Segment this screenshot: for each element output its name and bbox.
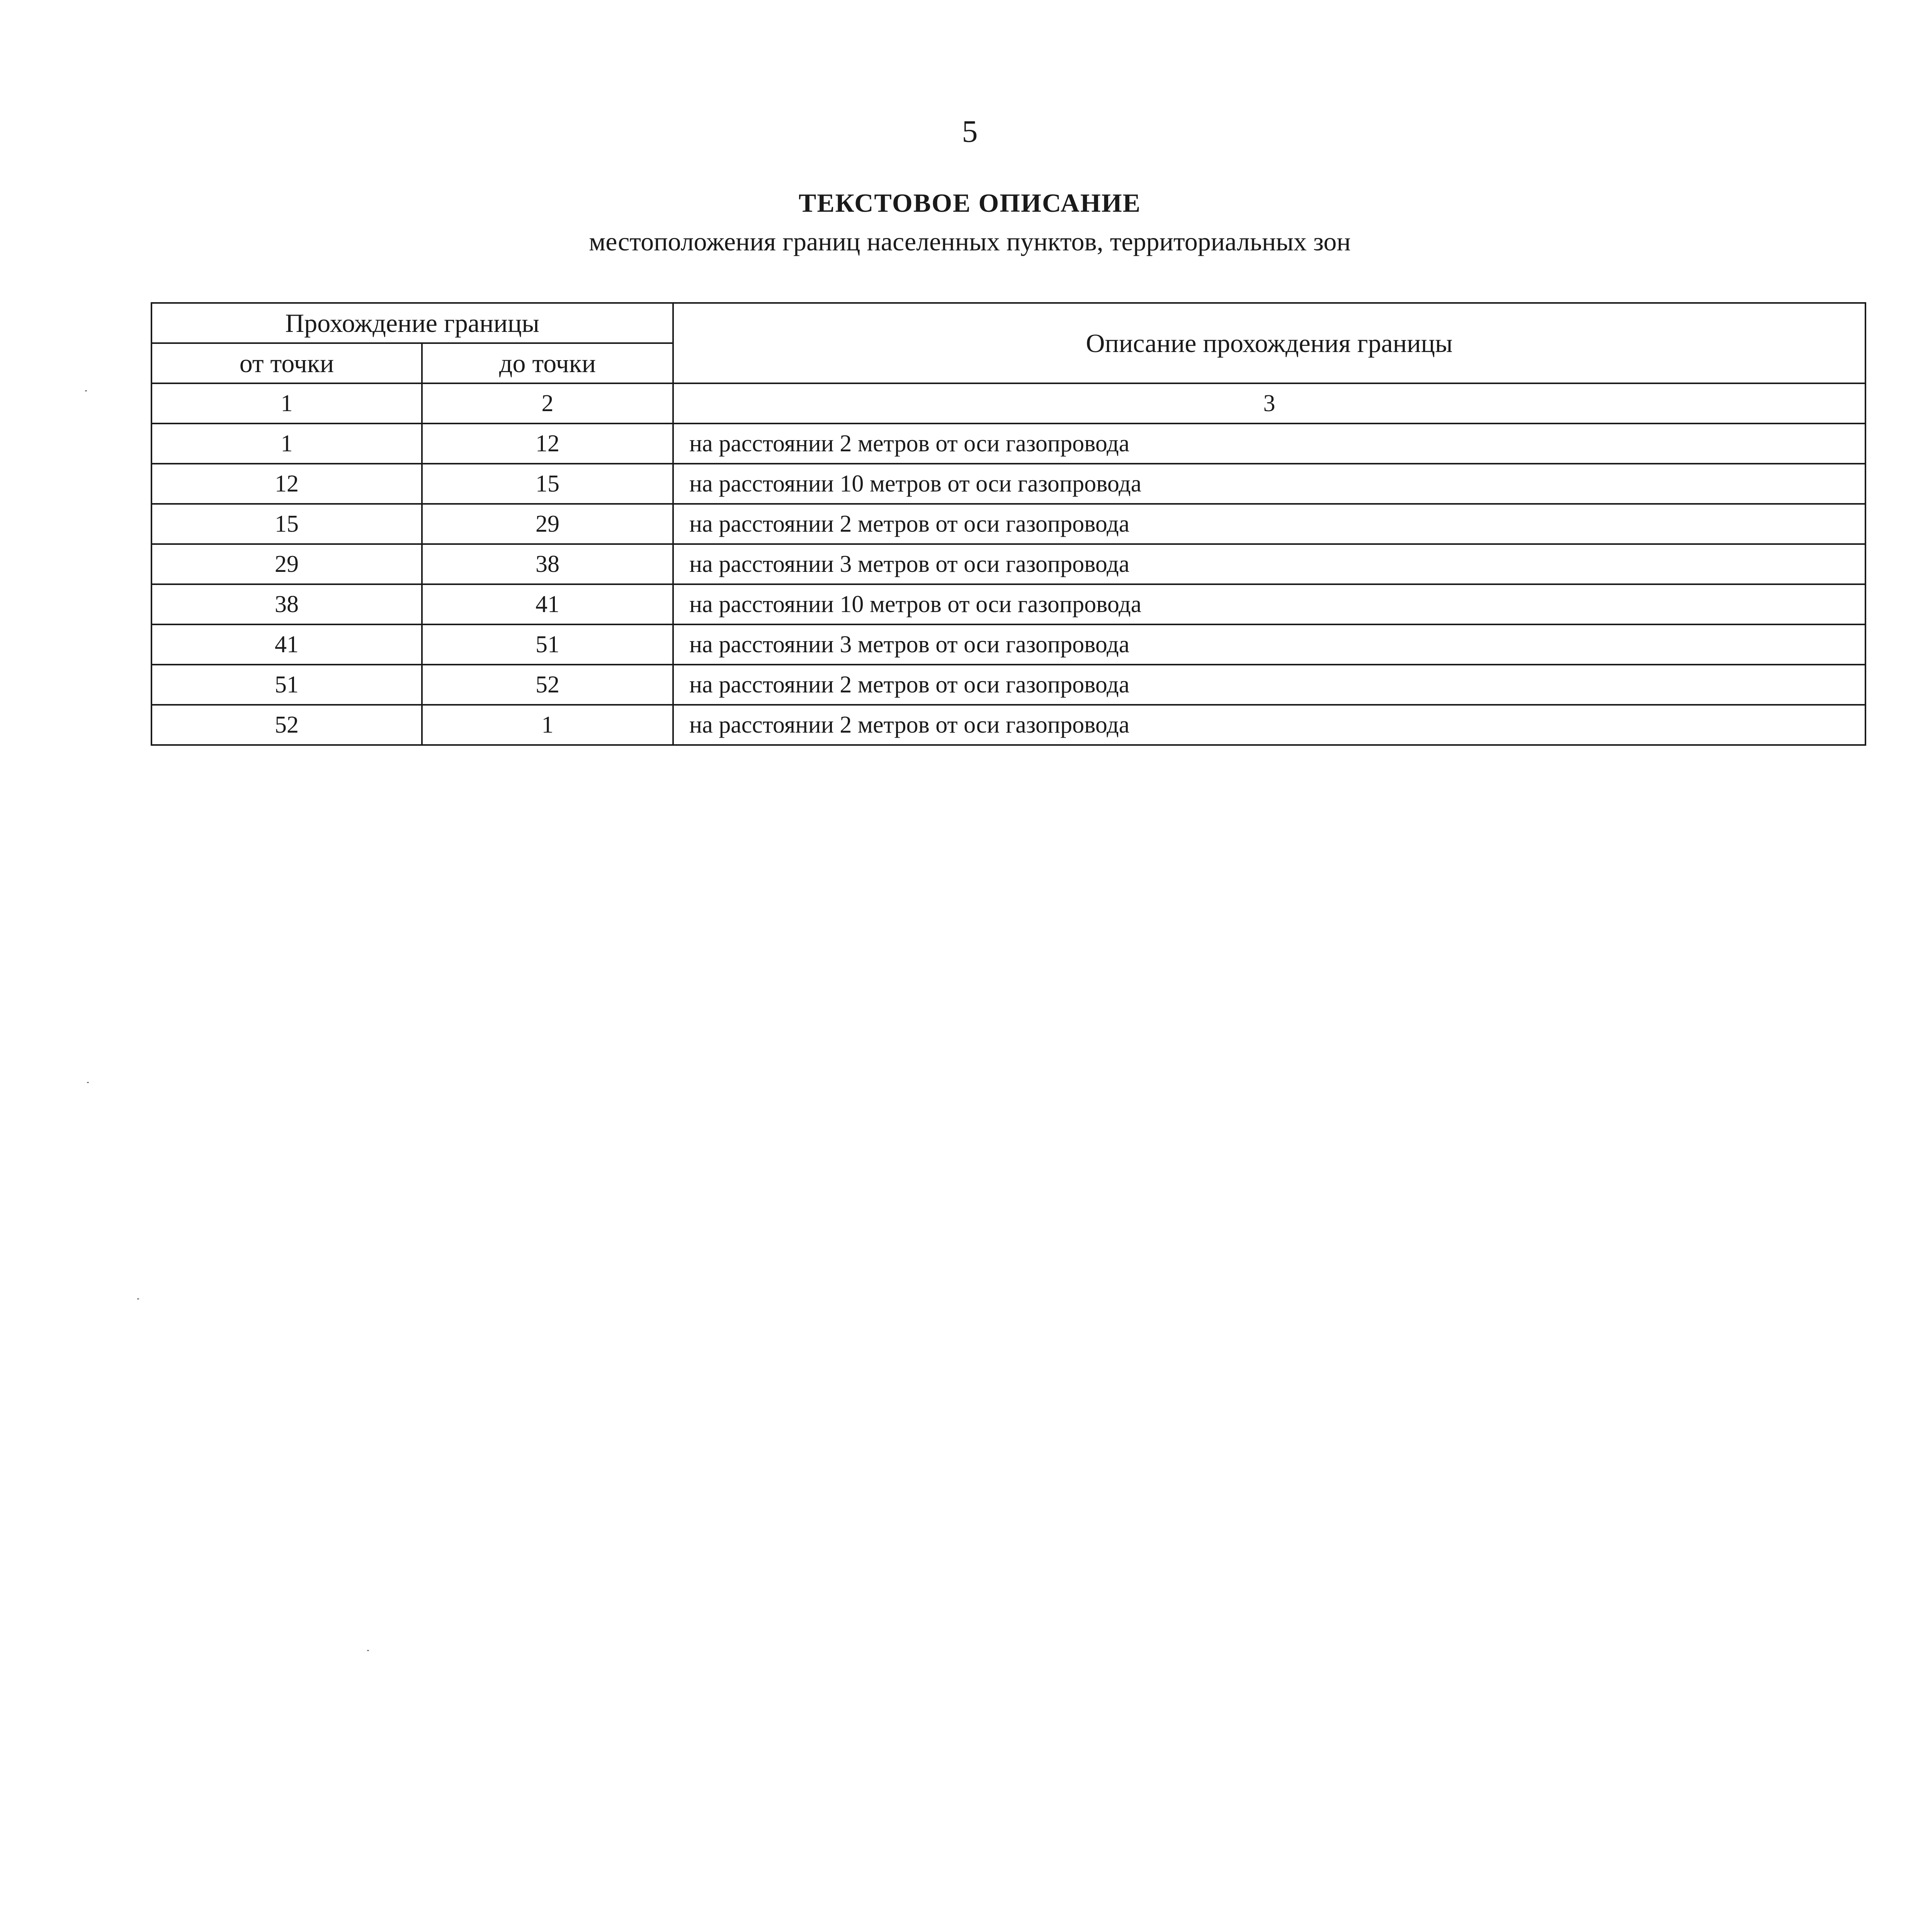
from-point-cell: 41 <box>151 624 422 665</box>
from-point-cell: 51 <box>151 665 422 705</box>
document-subtitle: местоположения границ населенных пунктов, территориальных зон <box>589 227 1351 256</box>
header-boundary-description: Описание прохождения границы <box>673 303 1865 383</box>
from-point-cell: 29 <box>151 544 422 584</box>
to-point-cell: 52 <box>422 665 673 705</box>
column-number: 2 <box>422 383 673 423</box>
to-point-cell: 38 <box>422 544 673 584</box>
description-cell: на расстоянии 2 метров от оси газопровода <box>673 665 1865 705</box>
scan-speck <box>85 390 87 391</box>
document-title: ТЕКСТОВОЕ ОПИСАНИЕ <box>798 188 1141 218</box>
description-cell: на расстоянии 10 метров от оси газопровода <box>673 584 1865 624</box>
table-row <box>151 705 1865 745</box>
table-row <box>151 464 1865 504</box>
column-number: 1 <box>151 383 422 423</box>
from-point-cell: 38 <box>151 584 422 624</box>
scan-speck <box>87 1082 89 1083</box>
column-numbering-row <box>151 383 1865 423</box>
scan-speck <box>367 1650 369 1651</box>
table-row <box>151 544 1865 584</box>
boundary-description-table <box>151 302 1866 746</box>
description-cell: на расстоянии 10 метров от оси газопровода <box>673 464 1865 504</box>
table-row <box>151 665 1865 705</box>
header-boundary-passage: Прохождение границы <box>151 303 673 343</box>
description-cell: на расстоянии 3 метров от оси газопровода <box>673 544 1865 584</box>
to-point-cell: 15 <box>422 464 673 504</box>
table-row <box>151 624 1865 665</box>
column-number: 3 <box>673 383 1865 423</box>
description-cell: на расстоянии 2 метров от оси газопровода <box>673 705 1865 745</box>
to-point-cell: 51 <box>422 624 673 665</box>
page-number: 5 <box>962 114 978 149</box>
table-row <box>151 504 1865 544</box>
from-point-cell: 1 <box>151 423 422 464</box>
description-cell: на расстоянии 2 метров от оси газопровода <box>673 504 1865 544</box>
to-point-cell: 41 <box>422 584 673 624</box>
to-point-cell: 29 <box>422 504 673 544</box>
table-row <box>151 584 1865 624</box>
header-to-point: до точки <box>422 343 673 383</box>
description-cell: на расстоянии 3 метров от оси газопровода <box>673 624 1865 665</box>
header-from-point: от точки <box>151 343 422 383</box>
table-row <box>151 423 1865 464</box>
from-point-cell: 12 <box>151 464 422 504</box>
from-point-cell: 15 <box>151 504 422 544</box>
to-point-cell: 12 <box>422 423 673 464</box>
table-header-row <box>151 303 1865 343</box>
to-point-cell: 1 <box>422 705 673 745</box>
from-point-cell: 52 <box>151 705 422 745</box>
description-cell: на расстоянии 2 метров от оси газопровода <box>673 423 1865 464</box>
scan-speck <box>137 1298 139 1299</box>
